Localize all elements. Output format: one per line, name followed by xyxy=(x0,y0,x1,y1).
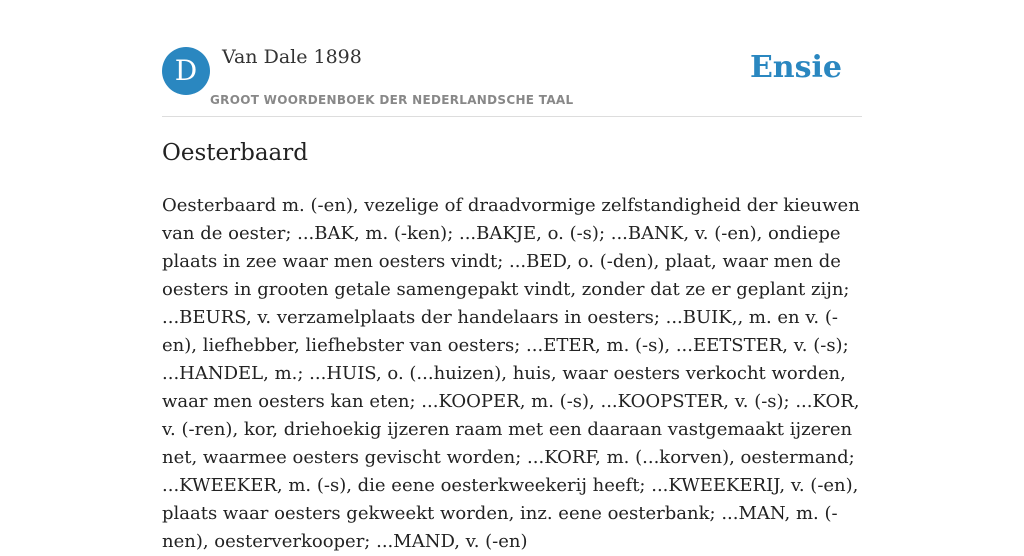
book-subtitle: GROOT WOORDENBOEK DER NEDERLANDSCHE TAAL xyxy=(210,93,574,107)
entry-title: Oesterbaard xyxy=(162,140,308,166)
entry-definition: Oesterbaard m. (-en), vezelige of draadvormige zelfstandigheid der kieuwen van de oester; ...BAK, m. (-ken); ...BAKJE, o. (-s); ...BANK, v. (-en), ondiepe plaats in zee waar men oesters vindt; ...BED, o. (-den), plaat, waar men de oesters in grooten getale samengepakt vindt, zonder dat ze er geplant zijn; ...BEURS, v. verzamelplaats der handelaars in oesters; ...BUIK,, m. en v. (-en), liefhebber, liefhebster van oesters; ...ETER, m. (-s), ...EETSTER, v. (-s); ...HANDEL, m.; ...HUIS, o. (...huizen), huis, waar oesters verkocht worden, waar men oesters kan eten; ...KOOPER, m. (-s), ...KOOPSTER, v. (-s); ...KOR, v. (-ren), kor, driehoekig ijzeren raam met een daaraan vastgemaakt ijzeren net, waarmee oesters gevischt worden; ...KORF, m. (...korven), oestermand; ...KWEEKER, m. (-s), die eene oesterkweekerij heeft; ...KWEEKERIJ, v. (-en), plaats waar oesters gekweekt worden, inz. eene oesterbank; ...MAN, m. (-nen), oesterverkooper; ...MAND, v. (-en) xyxy=(162,195,860,552)
book-title-link[interactable]: Van Dale 1898 xyxy=(222,46,362,68)
dictionary-logo[interactable]: D xyxy=(162,47,210,95)
header xyxy=(162,0,862,117)
ensie-brand-logo[interactable]: Ensie xyxy=(749,50,842,85)
page-container xyxy=(162,0,862,552)
